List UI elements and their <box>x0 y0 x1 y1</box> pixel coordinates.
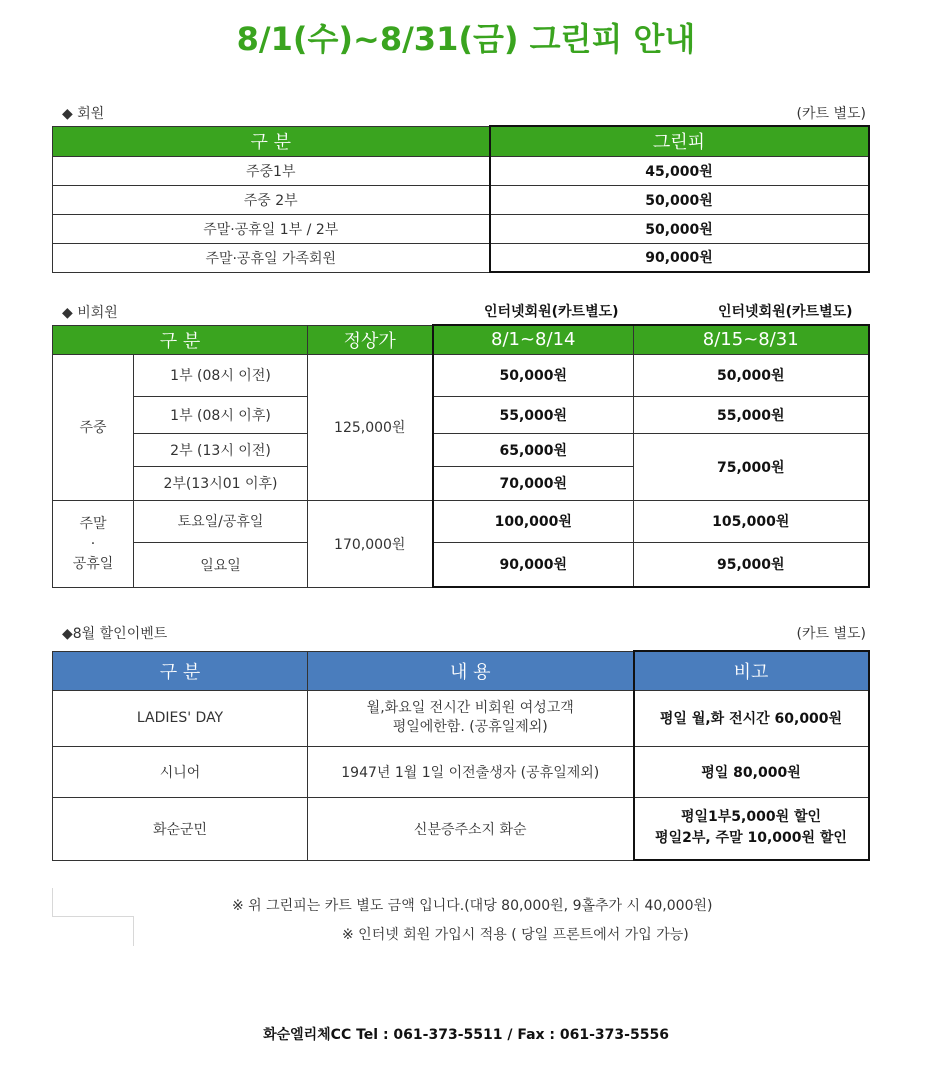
nonmember-fee-table <box>52 324 870 588</box>
member-row-fee: 45,000원 <box>490 156 869 185</box>
event-content-line-2: 평일에한함. (공휴일제외) <box>392 719 548 735</box>
weekday-regular-price: 125,000원 <box>308 354 433 500</box>
weekend-price-period-2: 95,000원 <box>634 542 869 587</box>
contact-footer: 화순엘리체CC Tel : 061-373-5511 / Fax : 061-373-5556 <box>263 1027 669 1043</box>
weekday-price-period-1: 50,000원 <box>433 354 634 396</box>
weekday-price-period-2: 55,000원 <box>634 396 869 433</box>
event-table <box>52 650 870 861</box>
event-cart-note: (카트 별도) <box>796 626 866 642</box>
internet-signup-note: ※ 인터넷 회원 가입시 적용 ( 당일 프론트에서 가입 가능) <box>342 927 689 943</box>
weekend-label <box>53 500 134 587</box>
weekend-price-period-2: 105,000원 <box>634 500 869 542</box>
nonmember-header-category: 구 분 <box>53 325 308 354</box>
weekday-price-period-1: 65,000원 <box>433 433 634 466</box>
page-title: 8/1(수)~8/31(금) 그린피 안내 <box>236 20 696 58</box>
event-header-category: 구 분 <box>53 651 308 690</box>
member-section-label: ◆ 회원 <box>62 106 105 122</box>
weekday-price-period-1: 70,000원 <box>433 466 634 500</box>
weekend-price-period-1: 100,000원 <box>433 500 634 542</box>
event-content-line-1: 월,화요일 전시간 비회원 여성고객 <box>366 700 574 716</box>
member-header-category: 구 분 <box>53 126 490 156</box>
member-row-name: 주말·공휴일 가족회원 <box>53 243 490 272</box>
member-header-fee: 그린피 <box>490 126 869 156</box>
member-row-name: 주중 2부 <box>53 185 490 214</box>
event-row-name: 시니어 <box>53 746 308 797</box>
weekend-label-dot: · <box>90 535 96 552</box>
event-row-remark: 평일 80,000원 <box>634 746 869 797</box>
member-fee-table <box>52 125 870 273</box>
nonmember-header-period-2: 8/15~8/31 <box>634 325 869 354</box>
weekend-label-line-1: 주말 <box>79 515 107 532</box>
internet-member-note-1: 인터넷회원(카트별도) <box>484 304 619 320</box>
event-header-content: 내 용 <box>308 651 634 690</box>
event-remark-line-1: 평일1부5,000원 할인 <box>680 809 822 826</box>
weekday-merged-price-period-2: 75,000원 <box>634 433 869 500</box>
event-row-name: LADIES' DAY <box>53 690 308 746</box>
member-row-name: 주중1부 <box>53 156 490 185</box>
event-remark-line-2: 평일2부, 주말 10,000원 할인 <box>655 830 847 847</box>
event-row-content <box>308 690 634 746</box>
weekday-price-period-1: 55,000원 <box>433 396 634 433</box>
weekend-row-name: 일요일 <box>134 542 308 587</box>
event-section-label: ◆8월 할인이벤트 <box>62 626 168 642</box>
member-row-name: 주말·공휴일 1부 / 2부 <box>53 214 490 243</box>
weekday-row-name: 1부 (08시 이전) <box>134 354 308 396</box>
cart-fee-note: ※ 위 그린피는 카트 별도 금액 입니다.(대당 80,000원, 9홀추가 시 40,000원) <box>232 898 713 914</box>
nonmember-section-label: ◆ 비회원 <box>62 305 118 321</box>
weekday-price-period-2: 50,000원 <box>634 354 869 396</box>
weekday-row-name: 2부(13시01 이후) <box>134 466 308 500</box>
decorative-divider <box>52 888 53 916</box>
weekend-row-name: 토요일/공휴일 <box>134 500 308 542</box>
weekday-row-name: 2부 (13시 이전) <box>134 433 308 466</box>
event-row-name: 화순군민 <box>53 797 308 860</box>
event-row-remark <box>634 797 869 860</box>
weekend-regular-price: 170,000원 <box>308 500 433 587</box>
weekend-label-line-2: 공휴일 <box>72 555 114 572</box>
member-cart-note: (카트 별도) <box>796 106 866 122</box>
nonmember-header-period-1: 8/1~8/14 <box>433 325 634 354</box>
weekday-row-name: 1부 (08시 이후) <box>134 396 308 433</box>
event-row-content: 신분증주소지 화순 <box>308 797 634 860</box>
member-row-fee: 90,000원 <box>490 243 869 272</box>
event-row-remark: 평일 월,화 전시간 60,000원 <box>634 690 869 746</box>
member-row-fee: 50,000원 <box>490 185 869 214</box>
decorative-divider <box>52 916 134 917</box>
event-row-content: 1947년 1월 1일 이전출생자 (공휴일제외) <box>308 746 634 797</box>
event-header-remark: 비고 <box>634 651 869 690</box>
nonmember-header-regular: 정상가 <box>308 325 433 354</box>
member-row-fee: 50,000원 <box>490 214 869 243</box>
weekday-label: 주중 <box>53 354 134 500</box>
decorative-divider <box>133 916 134 946</box>
internet-member-note-2: 인터넷회원(카트별도) <box>718 304 853 320</box>
weekend-price-period-1: 90,000원 <box>433 542 634 587</box>
